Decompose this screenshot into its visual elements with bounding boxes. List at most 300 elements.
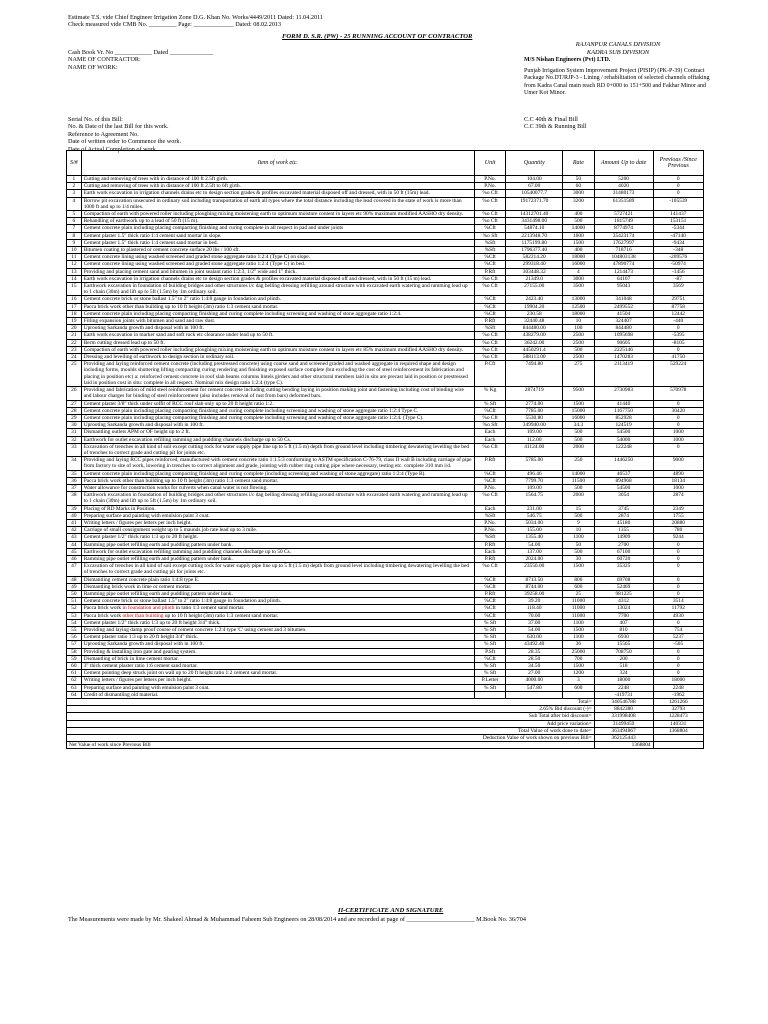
row-rate: 10 — [563, 527, 595, 534]
row-unit: % Sft — [474, 400, 506, 407]
row-item-description: Berm cutting dressed lead up to 50 ft. — [81, 339, 474, 346]
row-quantity: 28.50 — [506, 655, 563, 662]
row-amount: 104803138 — [594, 254, 653, 261]
row-previous: 0 — [653, 563, 704, 576]
row-previous: 4930 — [653, 612, 704, 619]
row-quantity: 21349.0 — [506, 275, 563, 282]
row-quantity: 438279.00 — [506, 332, 563, 339]
summary-label: 2.65% Bid discount (-)= — [67, 706, 595, 713]
row-amount: 90605 — [594, 339, 653, 346]
row-amount: 810 — [594, 627, 653, 634]
row-item-description: Dressing and levelling of earthwork to design section in ordinary soil. — [81, 354, 474, 361]
row-quantity: 43492.40 — [506, 641, 563, 648]
table-row — [67, 197, 704, 210]
row-previous: 0 — [653, 400, 704, 407]
row-previous: 1000 — [653, 436, 704, 443]
row-amount: 124519 — [594, 422, 653, 429]
table-row — [67, 346, 704, 353]
summary-previous: 1261266 — [653, 699, 704, 706]
row-quantity: 4450291.4 — [506, 346, 563, 353]
table-row — [67, 303, 704, 310]
table-row — [67, 225, 704, 232]
row-previous: 0 — [653, 176, 704, 183]
row-item-description: Earth work excavation in irrigation channels drains etc to design section grades & profiles excavated material disposed off and dressed, with in 50 ft (15 m) lead. — [81, 275, 474, 282]
table-header-row — [67, 151, 704, 176]
row-quantity: 582214.20 — [506, 254, 563, 261]
row-rate: 1500 — [563, 239, 595, 246]
row-amount: 2225146 — [594, 346, 653, 353]
row-previous: -87 — [653, 275, 704, 282]
table-row — [67, 691, 704, 698]
row-number: 45 — [67, 548, 82, 555]
row-quantity: 34.50 — [506, 663, 563, 670]
row-amount: 54500 — [594, 429, 653, 436]
row-previous: -9434 — [653, 239, 704, 246]
net-value-label: Net Value of work since Previous Bill — [67, 742, 595, 749]
col-header-previous: Previous /Since Previous — [653, 151, 704, 176]
table-row — [67, 512, 704, 519]
row-rate: 1500 — [563, 663, 595, 670]
row-rate: 15 — [563, 505, 595, 512]
row-amount: 41440 — [594, 400, 653, 407]
row-unit: %Cft — [474, 477, 506, 484]
row-quantity: 1355.40 — [506, 534, 563, 541]
row-unit: P.Rft — [474, 541, 506, 548]
last-bill-value: C.C 39th & Running Bill — [524, 123, 587, 131]
row-item-description: Cement concrete plain including placing compacting finishing and curing complete (including screening and washing of stone aggregate) ratio 1:2:4 (Type B). — [81, 470, 474, 477]
row-unit: %Sft — [474, 325, 506, 332]
row-unit: %Cft — [474, 605, 506, 612]
bill-info-values — [524, 116, 586, 131]
highlighted-phrase: other than building — [122, 612, 164, 619]
row-item-description: Uprooting Sarkanda growth and disposal with in 100 ft. — [81, 641, 474, 648]
row-unit: P.No. — [474, 527, 506, 534]
row-quantity: 299318.40 — [506, 261, 563, 268]
row-unit: P.Rft — [474, 318, 506, 325]
row-amount: 1214473 — [594, 268, 653, 275]
table-row — [67, 583, 704, 590]
row-amount: 1167750 — [594, 407, 653, 414]
row-previous: 18134 — [653, 477, 704, 484]
row-amount: 35325 — [594, 563, 653, 576]
row-item-description: Cement pointing deep struck joint on wall up to 20 ft height ratio 1:2 cement sand mortar. — [81, 670, 474, 677]
row-number: 40 — [67, 512, 82, 519]
summary-amount: 363494867 — [594, 727, 653, 734]
summary-previous: 1368804 — [653, 727, 704, 734]
row-number: 30 — [67, 422, 82, 429]
table-row — [67, 457, 704, 470]
bill-info-labels — [68, 116, 181, 153]
row-unit: %o Cft — [474, 443, 506, 456]
row-previous: -209576 — [653, 254, 704, 261]
row-previous: 529224 — [653, 361, 704, 387]
estimate-line: Estimate T.S. vide Chief Engineer Irrigation Zone D.G. Khan No. Works/4449/2011 Dated: 11.04.2011 — [68, 14, 324, 21]
row-item-description: Cement plaster 1/2" thick ratio 1:3 up to 20 ft height 3/4" thick. — [81, 619, 474, 626]
row-unit: %o Cft — [474, 354, 506, 361]
row-item-description: Cement concrete brick or stone ballast 1.5" to 2" ratio 1:4:8 gauge in foundation and plinth. — [81, 598, 474, 605]
row-previous: 0 — [653, 655, 704, 662]
row-item-description: Uprooting Sarkanda growth and disposal with in 100 ft. — [81, 325, 474, 332]
row-amount: 4312 — [594, 598, 653, 605]
row-number: 9 — [67, 239, 82, 246]
row-item-description: Providing & installing iron gate and gearing system. — [81, 648, 474, 655]
row-rate: 1100 — [563, 534, 595, 541]
row-number: 61 — [67, 670, 82, 677]
row-quantity: 5034.00 — [506, 519, 563, 526]
summary-previous: 140331 — [653, 720, 704, 727]
summary-previous: 32793 — [653, 706, 704, 713]
row-unit: P.Sft — [474, 648, 506, 655]
row-unit: %Sft — [474, 512, 506, 519]
row-number: 17 — [67, 303, 82, 310]
row-quantity: 303448.32 — [506, 268, 563, 275]
summary-label: Deduction Value of work shown on previous Bill= — [67, 735, 595, 742]
row-number: 43 — [67, 534, 82, 541]
row-number: 3 — [67, 190, 82, 197]
contractor-label: NAME OF CONTRACTOR: — [68, 56, 141, 64]
row-unit: %Cft — [474, 598, 506, 605]
sub-division-name: KADRA SUB DIVISION — [586, 48, 650, 56]
row-previous: 0 — [653, 555, 704, 562]
table-row — [67, 190, 704, 197]
row-quantity: 39.20 — [506, 598, 563, 605]
row-rate: 400 — [563, 247, 595, 254]
row-unit: P.Rft — [474, 590, 506, 597]
row-unit: %o Cft — [474, 211, 506, 218]
row-unit: %Cft — [474, 655, 506, 662]
row-previous: 570978 — [653, 387, 704, 400]
row-number: 5 — [67, 211, 82, 218]
row-number: 10 — [67, 247, 82, 254]
row-rate: 500 — [563, 512, 595, 519]
row-quantity: 27155.00 — [506, 283, 563, 296]
row-number: 11 — [67, 254, 82, 261]
row-amount: 69708 — [594, 576, 653, 583]
col-header-quantity: Quantity — [506, 151, 563, 176]
certificate-text: The Measurements were made by Mr. Shakeel Ahmad & Muhammad Faheem Sub Engineers on 28/08/2014 and are recorded at page of ______________________ M.Book No. 36/704 — [68, 916, 526, 923]
row-previous: 0 — [653, 414, 704, 421]
row-previous: -348 — [653, 247, 704, 254]
row-number: 31 — [67, 429, 82, 436]
row-quantity: 547.80 — [506, 684, 563, 691]
net-value-amount: 1368804 — [594, 742, 653, 749]
row-quantity: 155.00 — [506, 527, 563, 534]
row-amount: 13024 — [594, 605, 653, 612]
row-amount: 2113419 — [594, 361, 653, 387]
row-item-description: Excavation of trenches in all kind of soil except cutting rock for water supply pipe line up to 5 ft (1.5 m) depth from ground level including timbering dewatering levelling the bed of trenches to correct grade and cutting pit for joints etc. — [81, 443, 474, 456]
row-unit: %Cft — [474, 470, 506, 477]
table-row — [67, 387, 704, 400]
table-row — [67, 641, 704, 648]
row-number: 16 — [67, 296, 82, 303]
row-rate: 2000 — [563, 492, 595, 505]
row-rate: 2500 — [563, 332, 595, 339]
row-number: 8 — [67, 232, 82, 239]
summary-row — [67, 720, 704, 727]
row-rate: 500 — [563, 218, 595, 225]
row-unit: Each — [474, 436, 506, 443]
row-number: 18 — [67, 310, 82, 317]
row-quantity: 39258.00 — [506, 590, 563, 597]
row-unit: %o Cft — [474, 563, 506, 576]
row-amount: 5727421 — [594, 211, 653, 218]
row-unit: Each — [474, 429, 506, 436]
row-rate: 36 — [563, 641, 595, 648]
row-item-description: Earth work excavation in marker sand and soft rock etc clearance under lead up to 50 ft. — [81, 332, 474, 339]
row-rate: 9 — [563, 519, 595, 526]
row-quantity: 7799.70 — [506, 477, 563, 484]
row-rate: 3000 — [563, 275, 595, 282]
table-body — [67, 176, 704, 699]
row-unit: %Cft — [474, 583, 506, 590]
row-item-description: Dismantling outlets APM or OF height up to 2 ft. — [81, 429, 474, 436]
row-amount: -419731 — [594, 691, 653, 698]
row-quantity: 54874.10 — [506, 225, 563, 232]
summary-label: Add price variation= — [67, 720, 595, 727]
row-amount: 894968 — [594, 477, 653, 484]
row-item-description: Placing of RD Marks in Position. — [81, 505, 474, 512]
row-previous: 87758 — [653, 303, 704, 310]
row-quantity: 54.00 — [506, 541, 563, 548]
row-quantity: 630.00 — [506, 634, 563, 641]
row-previous: 0 — [653, 548, 704, 555]
row-amount: 1355 — [594, 527, 653, 534]
row-item-description: Cement concrete plain including placing compacting finishing and curing complete in all respect in pad and under joints — [81, 225, 474, 232]
row-rate: 1500 — [563, 563, 595, 576]
row-quantity: 104.00 — [506, 176, 563, 183]
table-row — [67, 354, 704, 361]
table-row — [67, 318, 704, 325]
row-quantity: 588113.00 — [506, 354, 563, 361]
row-number: 4 — [67, 197, 82, 210]
table-row — [67, 612, 704, 619]
row-quantity: 1175199.80 — [506, 239, 563, 246]
row-rate: 500 — [563, 346, 595, 353]
row-rate: 500 — [563, 429, 595, 436]
row-number: 27 — [67, 400, 82, 407]
row-number: 59 — [67, 655, 82, 662]
row-rate: 1200 — [563, 670, 595, 677]
row-amount: 35423174 — [594, 232, 653, 239]
row-number: 62 — [67, 677, 82, 684]
row-previous: 18000 — [653, 677, 704, 684]
table-row — [67, 339, 704, 346]
row-previous: 141437 — [653, 211, 704, 218]
row-previous: 754 — [653, 627, 704, 634]
row-amount: 200 — [594, 655, 653, 662]
row-item-description: Cement concrete lining using washed screened and graded stone aggregate ratio 1:2:4 (Type C) on slope. — [81, 254, 474, 261]
check-measured-line: Check measured vide CMB No. _________ Page: _____________ Dated: 08.02.2013 — [68, 21, 282, 29]
table-row — [67, 477, 704, 484]
row-amount: 18000 — [594, 677, 653, 684]
row-rate: 25000 — [563, 648, 595, 655]
row-number: 39 — [67, 505, 82, 512]
cash-book-line: Cash Book Vr. No ____________ Dated ______________ — [68, 49, 214, 56]
last-bill-label: No. & Date of the last Bill for this work. — [68, 123, 169, 131]
contract-values — [524, 57, 720, 97]
row-quantity: 844480.00 — [506, 325, 563, 332]
row-number: 19 — [67, 318, 82, 325]
row-number: 22 — [67, 339, 82, 346]
table-row — [67, 470, 704, 477]
row-amount: 15565 — [594, 641, 653, 648]
row-unit: P.No. — [474, 484, 506, 491]
row-previous: 1000 — [653, 429, 704, 436]
row-previous: 153151 — [653, 218, 704, 225]
row-number: 28 — [67, 407, 82, 414]
table-row — [67, 232, 704, 239]
row-quantity: 231.00 — [506, 505, 563, 512]
row-unit: P.Letter — [474, 677, 506, 684]
row-previous: 2248 — [653, 684, 704, 691]
row-previous: 0 — [653, 663, 704, 670]
table-row — [67, 310, 704, 317]
row-unit: %o Cft — [474, 190, 506, 197]
row-number: 46 — [67, 555, 82, 562]
row-amount: 17627997 — [594, 239, 653, 246]
row-amount: 981225 — [594, 590, 653, 597]
row-number: 34 — [67, 457, 82, 470]
row-number: 37 — [67, 484, 82, 491]
row-amount: 1446250 — [594, 457, 653, 470]
row-item-description: Earthwork for outlet excavation refilling ramming and puddling channels discharge up to 50 Cs. — [81, 548, 474, 555]
row-unit: %Cft — [474, 225, 506, 232]
row-unit: %o Sft — [474, 422, 506, 429]
col-header-rate: Rate — [563, 151, 595, 176]
row-unit: % Kg — [474, 387, 506, 400]
table-row — [67, 605, 704, 612]
row-previous: 0 — [653, 346, 704, 353]
row-amount: 7700 — [594, 612, 653, 619]
row-quantity: 19904.20 — [506, 303, 563, 310]
row-rate: 2500 — [563, 339, 595, 346]
row-number: 54 — [67, 619, 82, 626]
row-previous: -440 — [653, 318, 704, 325]
row-item-description: Compaction of earth with powered roller including ploughing mixing moistening earth to optimum moisture content in layers etc 90% maximum modified AASHO dry density. — [81, 211, 474, 218]
row-quantity: 2213948.70 — [506, 232, 563, 239]
row-quantity: 118.40 — [506, 605, 563, 612]
row-previous: 11792 — [653, 605, 704, 612]
row-item-description: Providing and laying damp proof course of cement concrete 1:2:4 type 'C' using cement and 3 bitumen. — [81, 627, 474, 634]
row-item-description: Cement concrete plain including placing compacting finishing and curing complete including screening and washing of stone aggregate ratio 1:2:4. (Type C). — [81, 414, 474, 421]
row-unit: % Sft — [474, 670, 506, 677]
row-previous: 20880 — [653, 519, 704, 526]
table-row — [67, 261, 704, 268]
summary-amount: 31499459 — [594, 720, 653, 727]
row-amount: 2700 — [594, 541, 653, 548]
row-rate: 400 — [563, 211, 595, 218]
row-rate: 275 — [563, 361, 595, 387]
work-description: Punjab Irrigation System Improvement Project (PISIP) (PK-P-39) Contract Package No.DT/RJP-3 - Lining / rehabilitation of selected channels offtaking from Kadra Canal main reach RD 0+000 to 151+500 and Fakhar Minor and Umer Kot Minor. — [524, 68, 710, 96]
form-title: FORM D. S.R. (PW) - 25 RUNNING ACCOUNT OF CONTRACTOR — [282, 33, 473, 40]
summary-label: Total= — [67, 699, 595, 706]
row-number: 57 — [67, 641, 82, 648]
row-item-description: Ramming pipe outlet refilling earth and puddling pattern under bank. — [81, 555, 474, 562]
row-number: 41 — [67, 519, 82, 526]
row-unit: %o Sft — [474, 232, 506, 239]
row-previous: -5344 — [653, 225, 704, 232]
table-row — [67, 400, 704, 407]
row-item-description: Cement plaster 1.5" thick ratio 1:4 cement sand mortar in bed. — [81, 239, 474, 246]
row-rate: 800 — [563, 576, 595, 583]
row-number: 20 — [67, 325, 82, 332]
net-value-blank — [653, 742, 704, 749]
row-amount: 324407 — [594, 318, 653, 325]
row-amount: 3054 — [594, 492, 653, 505]
row-rate: 3200 — [563, 197, 595, 210]
row-rate: 250 — [563, 457, 595, 470]
row-unit: % Sft — [474, 627, 506, 634]
row-item-description: Preparing surface and painting with emulsion paint 3 coat. — [81, 512, 474, 519]
row-number: 33 — [67, 443, 82, 456]
row-item-description: Carriage of small consignment weight up to 5 maunds job rate lead up to 3 mile. — [81, 527, 474, 534]
row-item-description: Pacca brick work other than building up to 10 ft height (3m) ratio 1:3 cement sand mortar. — [81, 303, 474, 310]
row-amount: 41504 — [594, 310, 653, 317]
work-label: NAME OF WORK: — [68, 63, 118, 71]
row-item-description: Preparing surface and painting with emulsion paint 3 coat. — [81, 684, 474, 691]
row-quantity: 70.00 — [506, 612, 563, 619]
row-rate: 500 — [563, 436, 595, 443]
row-number: 50 — [67, 590, 82, 597]
row-item-description: Cement concrete plain including placing compacting finishing and curing complete including screening and washing of stone aggregate ratio 1:2:4 Type C. — [81, 407, 474, 414]
row-item-description: Cement concrete brick or stone ballast 1.5" to 2" ratio 1:4:8 gauge in foundation and plinth. — [81, 296, 474, 303]
row-quantity: 2024.00 — [506, 555, 563, 562]
row-rate: 50 — [563, 176, 595, 183]
row-amount: 2248 — [594, 684, 653, 691]
row-rate: 10 — [563, 318, 595, 325]
row-unit: P.No. — [474, 176, 506, 183]
row-quantity: 37.00 — [506, 619, 563, 626]
row-quantity: 23550.00 — [506, 563, 563, 576]
row-rate: 11500 — [563, 477, 595, 484]
table-row — [67, 254, 704, 261]
summary-amount: 362125443 — [594, 735, 653, 742]
row-quantity: 5785.00 — [506, 457, 563, 470]
row-rate: 3000 — [563, 190, 595, 197]
row-rate: 4 — [563, 268, 595, 275]
row-amount: 3745 — [594, 505, 653, 512]
row-unit: P.Cft — [474, 361, 506, 387]
row-unit: %o Cft — [474, 346, 506, 353]
row-unit: %Cft — [474, 254, 506, 261]
row-number: 47 — [67, 563, 82, 576]
row-item-description: Providing and placing cement sand and bitumen in joint sealant ratio 1:2:3, 1/2" wide and 1" thick. — [81, 268, 474, 275]
row-previous: 2349 — [653, 505, 704, 512]
row-previous: -50974 — [653, 261, 704, 268]
row-item-description: Cement plaster 1/2" thick ratio 1:3 up to 20 ft height. — [81, 534, 474, 541]
row-previous: 0 — [653, 576, 704, 583]
table-row — [67, 407, 704, 414]
row-amount: 54000 — [594, 436, 653, 443]
row-amount: 1815749 — [594, 218, 653, 225]
row-amount: 5200 — [594, 176, 653, 183]
row-number: 44 — [67, 541, 82, 548]
bill-serial-label: Serial No. of this Bill: — [68, 116, 123, 123]
row-rate: 500 — [563, 484, 595, 491]
row-unit — [474, 691, 506, 698]
row-previous: 0 — [653, 325, 704, 332]
row-number: 2 — [67, 183, 82, 190]
row-number: 32 — [67, 436, 82, 443]
row-previous: 0 — [653, 590, 704, 597]
row-amount: 47890774 — [594, 261, 653, 268]
row-item-description: Dismantling brick work in lime or cement mortar. — [81, 583, 474, 590]
row-item-description: Cement plaster ratio 1:3 up to 20 ft height 3/4" thick. — [81, 634, 474, 641]
row-previous: 4890 — [653, 470, 704, 477]
row-rate: 30 — [563, 555, 595, 562]
row-previous: 1755 — [653, 512, 704, 519]
summary-amount: 8842380 — [594, 706, 653, 713]
